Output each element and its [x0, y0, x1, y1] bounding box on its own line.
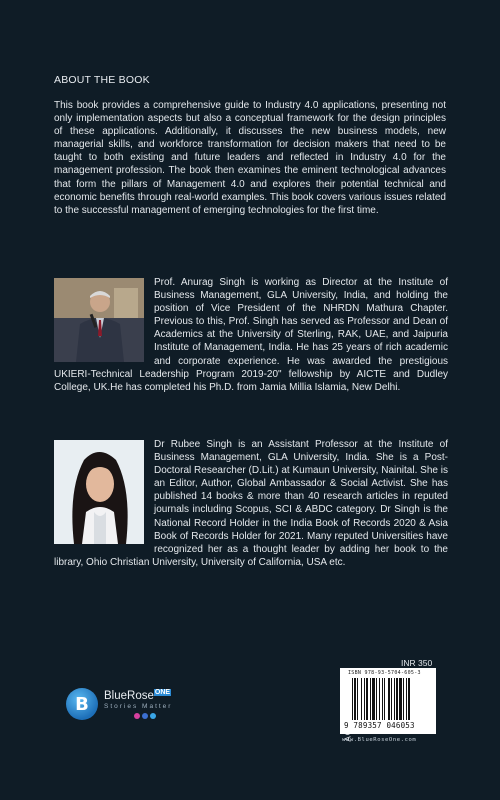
author1-bio: Prof. Anurag Singh is working as Director at the Institute of Business Management, GLA University, India, and holding the position of Vice President of the NHRDN Mathura Chapter. Previous to this, Prof. Singh has served as Professor and Dean of Academics at the University of Sterling, RAK, UAE, and Jaipuria Institute of Management, India. He has 25 years of rich academic and corporate experience. He was awarded the prestigious UKIERI-Technical Leadership Program 2019-20" fellowship by AICTE and Dudley College, UK.He has completed his Ph.D. from Jamia Millia Islamia, New Delhi.	[54, 277, 448, 393]
publisher-name-text: BlueRose	[104, 689, 154, 702]
barcode-stripe	[388, 678, 390, 720]
barcode-stripe	[352, 678, 353, 720]
barcode-stripe	[408, 678, 410, 720]
social-icons	[134, 713, 172, 719]
barcode-stripe	[376, 678, 377, 720]
publisher-name-accent: ONE	[154, 689, 171, 697]
publisher-name	[104, 689, 172, 702]
isbn-number: 9 789357 046053	[344, 721, 415, 730]
facebook-icon	[142, 713, 148, 719]
author2-bio: Dr Rubee Singh is an Assistant Professor at the Institute of Business Management, GLA University, India. She is a Post-Doctoral Researcher (D.Lit.) at Kumaun University, Nainital. She is an Editor, Author, Global Ambassador & Social Activist. She has published 14 books & more than 40 research articles in reputed journals including Scopus, SCI & ABDC category. Dr Singh is the National Record Holder in the India Book of Records 2020 & Asia Book of Records Holder for 2021. Many reputed Universities have recognized her as a thought leader by adding her book to the library, Ohio Christian University, University of California, USA etc.	[54, 439, 448, 568]
barcode-stripe	[391, 678, 392, 720]
twitter-icon	[150, 713, 156, 719]
publisher-tagline: Stories Matter	[104, 702, 173, 710]
about-heading: ABOUT THE BOOK	[54, 74, 150, 86]
price-label: INR 350	[401, 658, 433, 668]
barcode-stripe	[364, 678, 365, 720]
barcode-stripe	[406, 678, 407, 720]
barcode-stripe	[370, 678, 371, 720]
barcode-stripe	[372, 678, 375, 720]
barcode-stripe	[361, 678, 362, 720]
barcode-stripe	[366, 678, 368, 720]
barcode-stripe	[379, 678, 380, 720]
barcode-stripe	[403, 678, 404, 720]
isbn-barcode	[340, 668, 436, 734]
barcode-stripe	[357, 678, 358, 720]
publisher-logo-icon: B	[66, 688, 98, 720]
instagram-icon	[134, 713, 140, 719]
barcode-stripe	[382, 678, 383, 720]
author1-photo	[54, 278, 144, 362]
publisher-website: www.BlueRoseOne.com	[342, 737, 417, 743]
barcode-bars	[352, 678, 430, 720]
publisher-logo	[66, 688, 172, 720]
about-text: This book provides a comprehensive guide to Industry 4.0 applications, presenting not only implementation aspects but also a conceptual framework for the design principles of these applications. Additionally, it discusses the new business models, new managerial skills, and workforce transformation for decision makers that need to be taught to both existing and future leaders and reflected in Industry 4.0 for the management profession. The book then examines the eminent technological advances that form the pillars of Management 4.0 and explores their potential technical and economic benefits through real-world examples. This book covers various issues related to the successful management of emerging technologies for the first time.	[54, 100, 446, 216]
author2-section	[54, 438, 448, 569]
barcode-stripe	[384, 678, 385, 720]
barcode-stripe	[354, 678, 356, 720]
isbn-top-text: ISBN 978-93-5704-605-3	[348, 670, 421, 676]
author2-photo	[54, 440, 144, 544]
barcode-stripe	[399, 678, 402, 720]
barcode-stripe	[394, 678, 395, 720]
author1-section	[54, 276, 448, 394]
barcode-stripe	[396, 678, 398, 720]
